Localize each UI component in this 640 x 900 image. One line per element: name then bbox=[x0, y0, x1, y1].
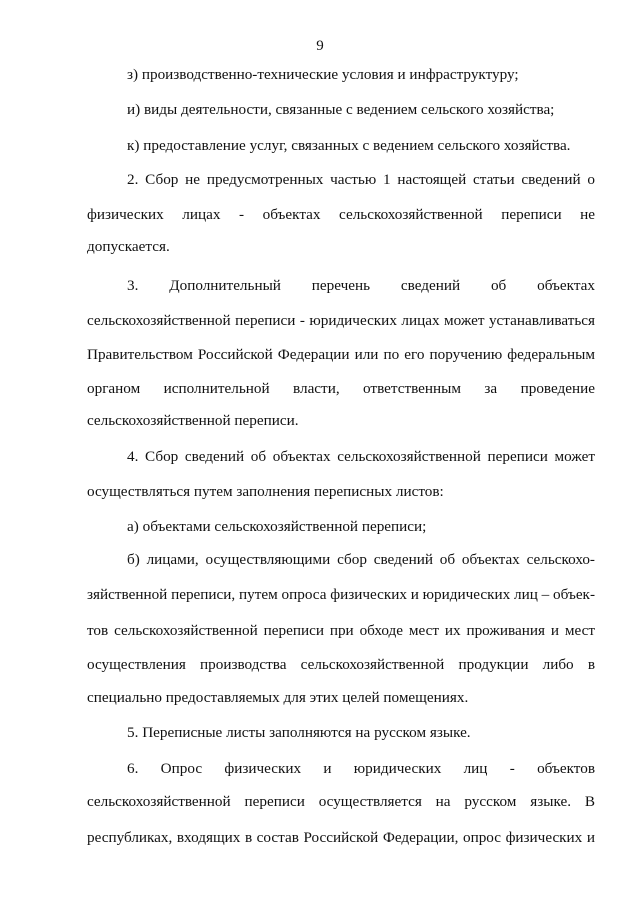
text-line: сельскохозяйственной переписи - юридических лицах может устанавливаться bbox=[87, 312, 595, 329]
text-line: 3. Дополнительный перечень сведений об объектах bbox=[127, 277, 595, 294]
text-line: 4. Сбор сведений об объектах сельскохозяйственной переписи может bbox=[127, 448, 595, 465]
text-line: органом исполнительной власти, ответственным за проведение bbox=[87, 380, 595, 397]
text-line: 2. Сбор не предусмотренных частью 1 настоящей статьи сведений о bbox=[127, 171, 595, 188]
text-line: и) виды деятельности, связанные с ведением сельского хозяйства; bbox=[127, 101, 555, 118]
text-line: осуществления производства сельскохозяйственной продукции либо в bbox=[87, 656, 595, 673]
text-line: 6. Опрос физических и юридических лиц - объектов bbox=[127, 760, 595, 777]
text-line: осуществляться путем заполнения переписных листов: bbox=[87, 483, 444, 500]
text-line: тов сельскохозяйственной переписи при обходе мест их проживания и мест bbox=[87, 622, 595, 639]
text-line: республиках, входящих в состав Российской Федерации, опрос физических и bbox=[87, 829, 595, 846]
text-line: к) предоставление услуг, связанных с ведением сельского хозяйства. bbox=[127, 137, 571, 154]
text-line: зяйственной переписи, путем опроса физических и юридических лиц – объек- bbox=[87, 586, 595, 603]
text-line: з) производственно-технические условия и инфраструктуру; bbox=[127, 66, 519, 83]
text-line: 5. Переписные листы заполняются на русском языке. bbox=[127, 724, 471, 741]
text-line: специально предоставляемых для этих целей помещениях. bbox=[87, 689, 469, 706]
text-line: физических лицах - объектах сельскохозяйственной переписи не bbox=[87, 206, 595, 223]
text-line: б) лицами, осуществляющими сбор сведений об объектах сельскохо- bbox=[127, 551, 595, 568]
text-line: сельскохозяйственной переписи. bbox=[87, 412, 299, 429]
text-line: Правительством Российской Федерации или по его поручению федеральным bbox=[87, 346, 595, 363]
text-line: а) объектами сельскохозяйственной переписи; bbox=[127, 518, 427, 535]
text-line: сельскохозяйственной переписи осуществляется на русском языке. В bbox=[87, 793, 595, 810]
page-number: 9 bbox=[316, 38, 324, 54]
text-line: допускается. bbox=[87, 238, 170, 255]
